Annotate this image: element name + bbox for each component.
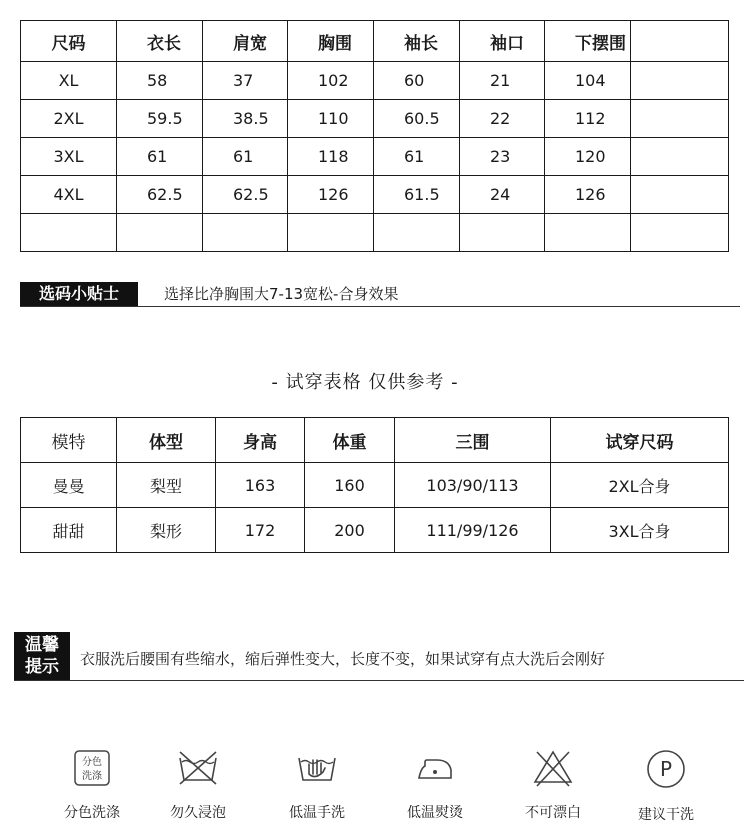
fitting-cell: 2XL合身 — [551, 463, 729, 508]
size-cell: 110 — [288, 100, 374, 138]
fitting-cell: 曼曼 — [21, 463, 117, 508]
size-header-cell — [631, 21, 729, 62]
size-header-cell: 衣长 — [117, 21, 203, 62]
separate-wash-icon-text: 分色 — [82, 757, 102, 768]
size-cell: 61.5 — [374, 176, 460, 214]
care-label: 低温熨烫 — [407, 805, 463, 821]
size-cell: 112 — [545, 100, 631, 138]
size-cell — [545, 214, 631, 252]
size-cell: 61 — [374, 138, 460, 176]
size-header-cell: 袖口 — [460, 21, 545, 62]
separate-wash-icon-text: 洗涤 — [82, 771, 102, 782]
care-item-low-iron — [385, 748, 485, 822]
care-item-dry-clean — [616, 748, 716, 824]
size-cell: 102 — [288, 62, 374, 100]
size-cell — [631, 138, 729, 176]
warm-notice-label — [14, 632, 70, 680]
size-cell: 23 — [460, 138, 545, 176]
table-row — [21, 176, 729, 214]
size-cell: 4XL — [21, 176, 117, 214]
fitting-header-cell: 体型 — [117, 418, 216, 463]
care-label: 低温手洗 — [289, 805, 345, 821]
care-item-separate-wash — [42, 748, 142, 822]
care-item-hand-wash — [267, 748, 367, 822]
size-cell — [288, 214, 374, 252]
low-iron-icon — [413, 748, 457, 788]
fitting-cell: 160 — [305, 463, 395, 508]
size-cell: 2XL — [21, 100, 117, 138]
no-bleach-icon — [531, 748, 575, 788]
size-cell: 61 — [203, 138, 288, 176]
separate-wash-icon — [72, 748, 112, 788]
size-cell: 38.5 — [203, 100, 288, 138]
size-header-cell: 尺码 — [21, 21, 117, 62]
size-cell: 3XL — [21, 138, 117, 176]
fitting-cell: 111/99/126 — [395, 508, 551, 553]
fitting-cell: 103/90/113 — [395, 463, 551, 508]
size-header-cell: 下摆围 — [545, 21, 631, 62]
table-row — [21, 138, 729, 176]
care-label: 不可漂白 — [525, 805, 581, 821]
fitting-header-cell: 身高 — [216, 418, 305, 463]
size-chart-table — [20, 20, 729, 252]
table-row — [21, 62, 729, 100]
size-cell — [460, 214, 545, 252]
size-cell: 24 — [460, 176, 545, 214]
fitting-header-cell: 三围 — [395, 418, 551, 463]
care-item-no-soak — [148, 748, 248, 822]
size-cell: 126 — [545, 176, 631, 214]
size-cell: XL — [21, 62, 117, 100]
dry-clean-icon — [644, 748, 688, 790]
size-tip-label: 选码小贴士 — [20, 282, 138, 306]
warm-notice-label-line: 提示 — [25, 657, 59, 677]
fitting-cell: 3XL合身 — [551, 508, 729, 553]
size-cell: 60 — [374, 62, 460, 100]
size-cell: 60.5 — [374, 100, 460, 138]
fitting-cell: 梨形 — [117, 508, 216, 553]
care-label: 勿久浸泡 — [170, 805, 226, 821]
fitting-header-cell: 体重 — [305, 418, 395, 463]
warm-notice — [14, 632, 744, 681]
size-cell: 126 — [288, 176, 374, 214]
fitting-header-cell: 试穿尺码 — [551, 418, 729, 463]
size-cell: 118 — [288, 138, 374, 176]
no-soak-icon — [176, 748, 220, 788]
size-cell: 37 — [203, 62, 288, 100]
size-header-cell: 肩宽 — [203, 21, 288, 62]
size-tip-bar — [20, 282, 740, 307]
care-item-no-bleach — [503, 748, 603, 822]
size-cell — [631, 176, 729, 214]
size-cell: 62.5 — [117, 176, 203, 214]
care-label: 分色洗涤 — [64, 805, 120, 821]
fitting-section-title: - 试穿表格 仅供参考 - — [271, 372, 459, 393]
dry-clean-icon-text: P — [659, 757, 673, 781]
fitting-header-cell: 模特 — [21, 418, 117, 463]
size-cell — [203, 214, 288, 252]
fitting-cell: 甜甜 — [21, 508, 117, 553]
size-cell: 104 — [545, 62, 631, 100]
size-cell — [631, 100, 729, 138]
size-header-cell: 胸围 — [288, 21, 374, 62]
size-cell: 59.5 — [117, 100, 203, 138]
table-row — [21, 463, 729, 508]
size-cell — [117, 214, 203, 252]
warm-notice-label-line: 温馨 — [25, 635, 59, 655]
table-row — [21, 100, 729, 138]
fitting-cell: 163 — [216, 463, 305, 508]
hand-wash-icon — [295, 748, 339, 788]
table-row — [21, 214, 729, 252]
care-label: 建议干洗 — [638, 807, 694, 823]
fitting-table — [20, 417, 729, 553]
size-header-cell: 袖长 — [374, 21, 460, 62]
fitting-cell: 梨型 — [117, 463, 216, 508]
size-cell — [374, 214, 460, 252]
size-cell: 21 — [460, 62, 545, 100]
size-cell — [631, 214, 729, 252]
size-cell: 22 — [460, 100, 545, 138]
table-row — [21, 508, 729, 553]
size-cell: 120 — [545, 138, 631, 176]
warm-notice-text: 衣服洗后腰围有些缩水，缩后弹性变大，长度不变，如果试穿有点大洗后会刚好 — [80, 650, 606, 668]
size-cell — [631, 62, 729, 100]
size-cell — [21, 214, 117, 252]
fitting-table-header-row — [21, 418, 729, 463]
size-tip-text: 选择比净胸围大7-13宽松-合身效果 — [164, 285, 399, 303]
fitting-cell: 200 — [305, 508, 395, 553]
size-cell: 62.5 — [203, 176, 288, 214]
size-cell: 61 — [117, 138, 203, 176]
fitting-cell: 172 — [216, 508, 305, 553]
size-table-header-row — [21, 21, 729, 62]
size-cell: 58 — [117, 62, 203, 100]
